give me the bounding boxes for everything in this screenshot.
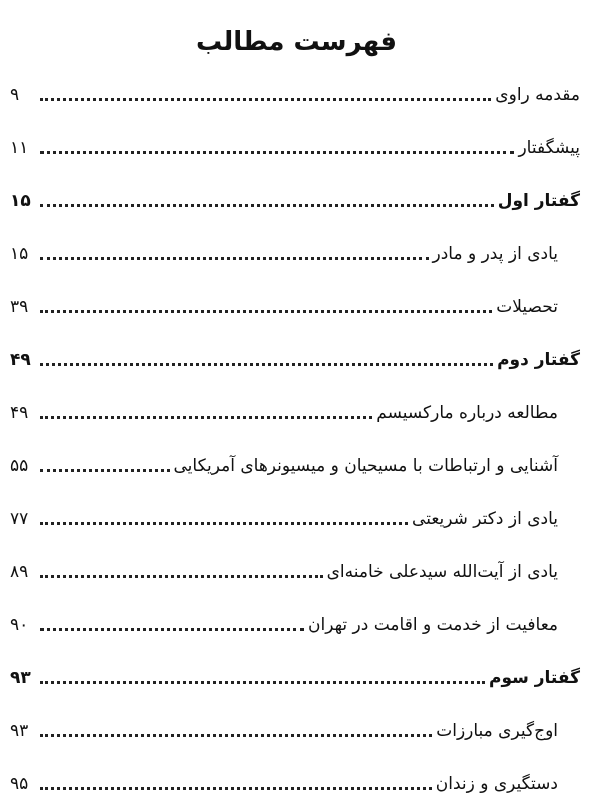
toc-entry-title: گفتار اول	[497, 190, 580, 211]
toc-entry	[10, 121, 580, 174]
toc-entry-title: گفتار سوم	[489, 667, 580, 688]
toc-entry-title: پیشگفتار	[518, 137, 580, 158]
dot-leader	[40, 363, 493, 366]
toc-entry-title: گفتار دوم	[497, 349, 580, 370]
dot-leader	[40, 522, 408, 525]
toc-entry-page: ۴۹	[10, 402, 29, 423]
toc-chapter	[10, 333, 580, 386]
toc-entry-title: دستگیری و زندان	[435, 773, 558, 794]
toc-entry-title: آشنایی و ارتباطات با مسیحیان و میسیونرهای آمریکایی	[173, 455, 558, 476]
toc-entry-page: ۹۰	[10, 614, 29, 635]
toc-entry-page: ۹	[10, 84, 20, 105]
toc-subentry	[10, 439, 580, 492]
page-title: فهرست مطالب	[196, 27, 397, 57]
toc-entry-page: ۴۹	[10, 349, 31, 370]
toc-subentry	[10, 545, 580, 598]
toc-entry-page: ۱۵	[10, 190, 31, 211]
dot-leader	[40, 98, 491, 101]
toc-subentry	[10, 757, 580, 810]
dot-leader	[40, 681, 485, 684]
toc-subentry	[10, 386, 580, 439]
toc-entry-title: یادی از آیت‌الله سیدعلی خامنه‌ای	[326, 561, 558, 582]
toc-entry-page: ۹۳	[10, 667, 31, 688]
toc-subentry	[10, 227, 580, 280]
dot-leader	[40, 575, 323, 578]
toc-entry-page: ۸۹	[10, 561, 29, 582]
toc-entry-page: ۹۳	[10, 720, 29, 741]
toc-entry-title: اوج‌گیری مبارزات	[436, 720, 558, 741]
toc-entry-title: یادی از دکتر شریعتی	[412, 508, 558, 529]
toc-entry-title: تحصیلات	[496, 296, 558, 317]
dot-leader	[40, 628, 304, 631]
toc-entry-title: یادی از پدر و مادر	[432, 243, 558, 264]
toc-entry-title: معافیت از خدمت و اقامت در تهران	[308, 614, 558, 635]
toc-entry-title: مقدمه راوی	[495, 84, 580, 105]
dot-leader	[40, 469, 170, 472]
dot-leader	[40, 787, 432, 790]
toc-entry-page: ۳۹	[10, 296, 29, 317]
dot-leader	[40, 310, 492, 313]
toc-entry-page: ۱۵	[10, 243, 29, 264]
toc-entry-page: ۵۵	[10, 455, 29, 476]
toc-entry-page: ۷۷	[10, 508, 29, 529]
table-of-contents	[10, 68, 580, 810]
dot-leader	[40, 416, 372, 419]
dot-leader	[40, 151, 514, 154]
toc-entry-title: مطالعه درباره مارکسیسم	[376, 402, 558, 423]
dot-leader	[40, 257, 429, 260]
toc-chapter	[10, 174, 580, 227]
toc-entry-page: ۱۱	[10, 137, 29, 158]
dot-leader	[40, 734, 432, 737]
toc-entry	[10, 68, 580, 121]
toc-chapter	[10, 651, 580, 704]
toc-subentry	[10, 598, 580, 651]
toc-entry-page: ۹۵	[10, 773, 29, 794]
toc-subentry	[10, 280, 580, 333]
dot-leader	[40, 204, 494, 207]
toc-subentry	[10, 492, 580, 545]
toc-subentry	[10, 704, 580, 757]
